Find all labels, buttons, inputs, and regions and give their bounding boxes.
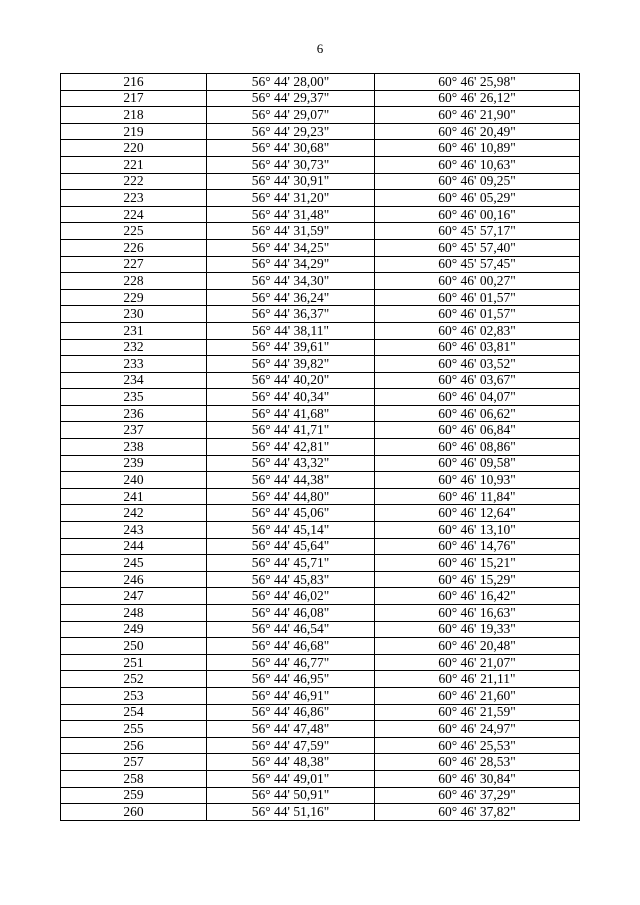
point-number-cell: 259 xyxy=(61,787,207,804)
longitude-cell: 60° 46' 20,48" xyxy=(375,638,580,655)
table-row xyxy=(61,206,580,223)
point-number-cell: 223 xyxy=(61,190,207,207)
point-number-cell: 224 xyxy=(61,206,207,223)
table-row xyxy=(61,605,580,622)
point-number-cell: 254 xyxy=(61,704,207,721)
point-number-cell: 220 xyxy=(61,140,207,157)
point-number-cell: 251 xyxy=(61,654,207,671)
longitude-cell: 60° 46' 01,57" xyxy=(375,289,580,306)
table-row xyxy=(61,239,580,256)
table-row xyxy=(61,405,580,422)
latitude-cell: 56° 44' 39,61" xyxy=(207,339,375,356)
table-row xyxy=(61,505,580,522)
latitude-cell: 56° 44' 48,38" xyxy=(207,754,375,771)
table-row xyxy=(61,754,580,771)
latitude-cell: 56° 44' 30,91" xyxy=(207,173,375,190)
longitude-cell: 60° 46' 25,98" xyxy=(375,74,580,91)
longitude-cell: 60° 46' 00,16" xyxy=(375,206,580,223)
longitude-cell: 60° 46' 16,42" xyxy=(375,588,580,605)
table-row xyxy=(61,173,580,190)
table-row xyxy=(61,638,580,655)
table-row xyxy=(61,621,580,638)
table-row xyxy=(61,671,580,688)
longitude-cell: 60° 46' 02,83" xyxy=(375,322,580,339)
longitude-cell: 60° 46' 21,07" xyxy=(375,654,580,671)
table-row xyxy=(61,339,580,356)
latitude-cell: 56° 44' 34,29" xyxy=(207,256,375,273)
point-number-cell: 246 xyxy=(61,571,207,588)
page-number: 6 xyxy=(316,41,324,56)
point-number-cell: 239 xyxy=(61,455,207,472)
point-number-cell: 236 xyxy=(61,405,207,422)
point-number-cell: 229 xyxy=(61,289,207,306)
table-row xyxy=(61,787,580,804)
longitude-cell: 60° 46' 10,89" xyxy=(375,140,580,157)
latitude-cell: 56° 44' 43,32" xyxy=(207,455,375,472)
longitude-cell: 60° 46' 04,07" xyxy=(375,389,580,406)
table-row xyxy=(61,107,580,124)
latitude-cell: 56° 44' 30,73" xyxy=(207,156,375,173)
point-number-cell: 225 xyxy=(61,223,207,240)
table-row xyxy=(61,654,580,671)
point-number-cell: 219 xyxy=(61,123,207,140)
point-number-cell: 237 xyxy=(61,422,207,439)
table-row xyxy=(61,472,580,489)
point-number-cell: 234 xyxy=(61,372,207,389)
latitude-cell: 56° 44' 39,82" xyxy=(207,356,375,373)
point-number-cell: 250 xyxy=(61,638,207,655)
table-row xyxy=(61,571,580,588)
latitude-cell: 56° 44' 28,00" xyxy=(207,74,375,91)
longitude-cell: 60° 46' 15,29" xyxy=(375,571,580,588)
latitude-cell: 56° 44' 46,08" xyxy=(207,605,375,622)
latitude-cell: 56° 44' 45,64" xyxy=(207,538,375,555)
longitude-cell: 60° 46' 24,97" xyxy=(375,721,580,738)
longitude-cell: 60° 45' 57,45" xyxy=(375,256,580,273)
point-number-cell: 226 xyxy=(61,239,207,256)
latitude-cell: 56° 44' 29,07" xyxy=(207,107,375,124)
longitude-cell: 60° 46' 03,67" xyxy=(375,372,580,389)
longitude-cell: 60° 46' 13,10" xyxy=(375,522,580,539)
point-number-cell: 233 xyxy=(61,356,207,373)
table-row xyxy=(61,588,580,605)
table-row xyxy=(61,439,580,456)
latitude-cell: 56° 44' 36,37" xyxy=(207,306,375,323)
latitude-cell: 56° 44' 44,80" xyxy=(207,488,375,505)
latitude-cell: 56° 44' 34,25" xyxy=(207,239,375,256)
longitude-cell: 60° 46' 21,60" xyxy=(375,687,580,704)
point-number-cell: 238 xyxy=(61,439,207,456)
longitude-cell: 60° 46' 09,58" xyxy=(375,455,580,472)
point-number-cell: 235 xyxy=(61,389,207,406)
latitude-cell: 56° 44' 46,95" xyxy=(207,671,375,688)
point-number-cell: 245 xyxy=(61,555,207,572)
longitude-cell: 60° 46' 12,64" xyxy=(375,505,580,522)
table-row xyxy=(61,538,580,555)
latitude-cell: 56° 44' 46,68" xyxy=(207,638,375,655)
longitude-cell: 60° 46' 28,53" xyxy=(375,754,580,771)
table-row xyxy=(61,737,580,754)
latitude-cell: 56° 44' 29,37" xyxy=(207,90,375,107)
longitude-cell: 60° 46' 16,63" xyxy=(375,605,580,622)
table-row xyxy=(61,123,580,140)
point-number-cell: 243 xyxy=(61,522,207,539)
table-row xyxy=(61,372,580,389)
latitude-cell: 56° 44' 45,14" xyxy=(207,522,375,539)
longitude-cell: 60° 46' 37,29" xyxy=(375,787,580,804)
latitude-cell: 56° 44' 50,91" xyxy=(207,787,375,804)
point-number-cell: 227 xyxy=(61,256,207,273)
table-row xyxy=(61,687,580,704)
point-number-cell: 241 xyxy=(61,488,207,505)
table-row xyxy=(61,455,580,472)
latitude-cell: 56° 44' 45,06" xyxy=(207,505,375,522)
point-number-cell: 221 xyxy=(61,156,207,173)
coordinates-table-body xyxy=(61,74,580,821)
point-number-cell: 256 xyxy=(61,737,207,754)
longitude-cell: 60° 46' 25,53" xyxy=(375,737,580,754)
table-row xyxy=(61,90,580,107)
point-number-cell: 242 xyxy=(61,505,207,522)
latitude-cell: 56° 44' 34,30" xyxy=(207,273,375,290)
table-row xyxy=(61,306,580,323)
latitude-cell: 56° 44' 46,91" xyxy=(207,687,375,704)
table-row xyxy=(61,488,580,505)
latitude-cell: 56° 44' 47,59" xyxy=(207,737,375,754)
point-number-cell: 247 xyxy=(61,588,207,605)
table-row xyxy=(61,555,580,572)
point-number-cell: 222 xyxy=(61,173,207,190)
point-number-cell: 248 xyxy=(61,605,207,622)
latitude-cell: 56° 44' 46,77" xyxy=(207,654,375,671)
longitude-cell: 60° 46' 03,81" xyxy=(375,339,580,356)
point-number-cell: 216 xyxy=(61,74,207,91)
table-row xyxy=(61,289,580,306)
longitude-cell: 60° 46' 14,76" xyxy=(375,538,580,555)
longitude-cell: 60° 46' 01,57" xyxy=(375,306,580,323)
longitude-cell: 60° 46' 21,90" xyxy=(375,107,580,124)
table-row xyxy=(61,389,580,406)
point-number-cell: 244 xyxy=(61,538,207,555)
longitude-cell: 60° 46' 30,84" xyxy=(375,770,580,787)
latitude-cell: 56° 44' 38,11" xyxy=(207,322,375,339)
latitude-cell: 56° 44' 36,24" xyxy=(207,289,375,306)
table-row xyxy=(61,770,580,787)
point-number-cell: 218 xyxy=(61,107,207,124)
longitude-cell: 60° 46' 03,52" xyxy=(375,356,580,373)
point-number-cell: 257 xyxy=(61,754,207,771)
point-number-cell: 217 xyxy=(61,90,207,107)
longitude-cell: 60° 45' 57,40" xyxy=(375,239,580,256)
latitude-cell: 56° 44' 41,68" xyxy=(207,405,375,422)
longitude-cell: 60° 46' 26,12" xyxy=(375,90,580,107)
latitude-cell: 56° 44' 45,71" xyxy=(207,555,375,572)
latitude-cell: 56° 44' 29,23" xyxy=(207,123,375,140)
longitude-cell: 60° 46' 10,93" xyxy=(375,472,580,489)
longitude-cell: 60° 46' 06,84" xyxy=(375,422,580,439)
point-number-cell: 258 xyxy=(61,770,207,787)
longitude-cell: 60° 46' 08,86" xyxy=(375,439,580,456)
latitude-cell: 56° 44' 45,83" xyxy=(207,571,375,588)
table-row xyxy=(61,273,580,290)
latitude-cell: 56° 44' 40,20" xyxy=(207,372,375,389)
coordinates-table xyxy=(60,73,580,821)
latitude-cell: 56° 44' 40,34" xyxy=(207,389,375,406)
table-row xyxy=(61,74,580,91)
latitude-cell: 56° 44' 30,68" xyxy=(207,140,375,157)
latitude-cell: 56° 44' 31,20" xyxy=(207,190,375,207)
latitude-cell: 56° 44' 46,54" xyxy=(207,621,375,638)
table-row xyxy=(61,156,580,173)
point-number-cell: 240 xyxy=(61,472,207,489)
longitude-cell: 60° 46' 06,62" xyxy=(375,405,580,422)
table-row xyxy=(61,804,580,821)
point-number-cell: 253 xyxy=(61,687,207,704)
table-row xyxy=(61,522,580,539)
latitude-cell: 56° 44' 41,71" xyxy=(207,422,375,439)
longitude-cell: 60° 45' 57,17" xyxy=(375,223,580,240)
point-number-cell: 260 xyxy=(61,804,207,821)
longitude-cell: 60° 46' 00,27" xyxy=(375,273,580,290)
latitude-cell: 56° 44' 47,48" xyxy=(207,721,375,738)
latitude-cell: 56° 44' 44,38" xyxy=(207,472,375,489)
table-row xyxy=(61,422,580,439)
point-number-cell: 231 xyxy=(61,322,207,339)
longitude-cell: 60° 46' 10,63" xyxy=(375,156,580,173)
longitude-cell: 60° 46' 05,29" xyxy=(375,190,580,207)
point-number-cell: 230 xyxy=(61,306,207,323)
table-row xyxy=(61,190,580,207)
longitude-cell: 60° 46' 37,82" xyxy=(375,804,580,821)
point-number-cell: 252 xyxy=(61,671,207,688)
latitude-cell: 56° 44' 51,16" xyxy=(207,804,375,821)
longitude-cell: 60° 46' 20,49" xyxy=(375,123,580,140)
longitude-cell: 60° 46' 21,11" xyxy=(375,671,580,688)
point-number-cell: 255 xyxy=(61,721,207,738)
table-row xyxy=(61,223,580,240)
longitude-cell: 60° 46' 09,25" xyxy=(375,173,580,190)
longitude-cell: 60° 46' 21,59" xyxy=(375,704,580,721)
longitude-cell: 60° 46' 19,33" xyxy=(375,621,580,638)
table-row xyxy=(61,140,580,157)
point-number-cell: 249 xyxy=(61,621,207,638)
latitude-cell: 56° 44' 46,86" xyxy=(207,704,375,721)
latitude-cell: 56° 44' 31,48" xyxy=(207,206,375,223)
latitude-cell: 56° 44' 42,81" xyxy=(207,439,375,456)
point-number-cell: 228 xyxy=(61,273,207,290)
table-row xyxy=(61,322,580,339)
table-row xyxy=(61,356,580,373)
table-row xyxy=(61,704,580,721)
longitude-cell: 60° 46' 11,84" xyxy=(375,488,580,505)
latitude-cell: 56° 44' 49,01" xyxy=(207,770,375,787)
table-row xyxy=(61,721,580,738)
table-row xyxy=(61,256,580,273)
latitude-cell: 56° 44' 31,59" xyxy=(207,223,375,240)
latitude-cell: 56° 44' 46,02" xyxy=(207,588,375,605)
longitude-cell: 60° 46' 15,21" xyxy=(375,555,580,572)
point-number-cell: 232 xyxy=(61,339,207,356)
